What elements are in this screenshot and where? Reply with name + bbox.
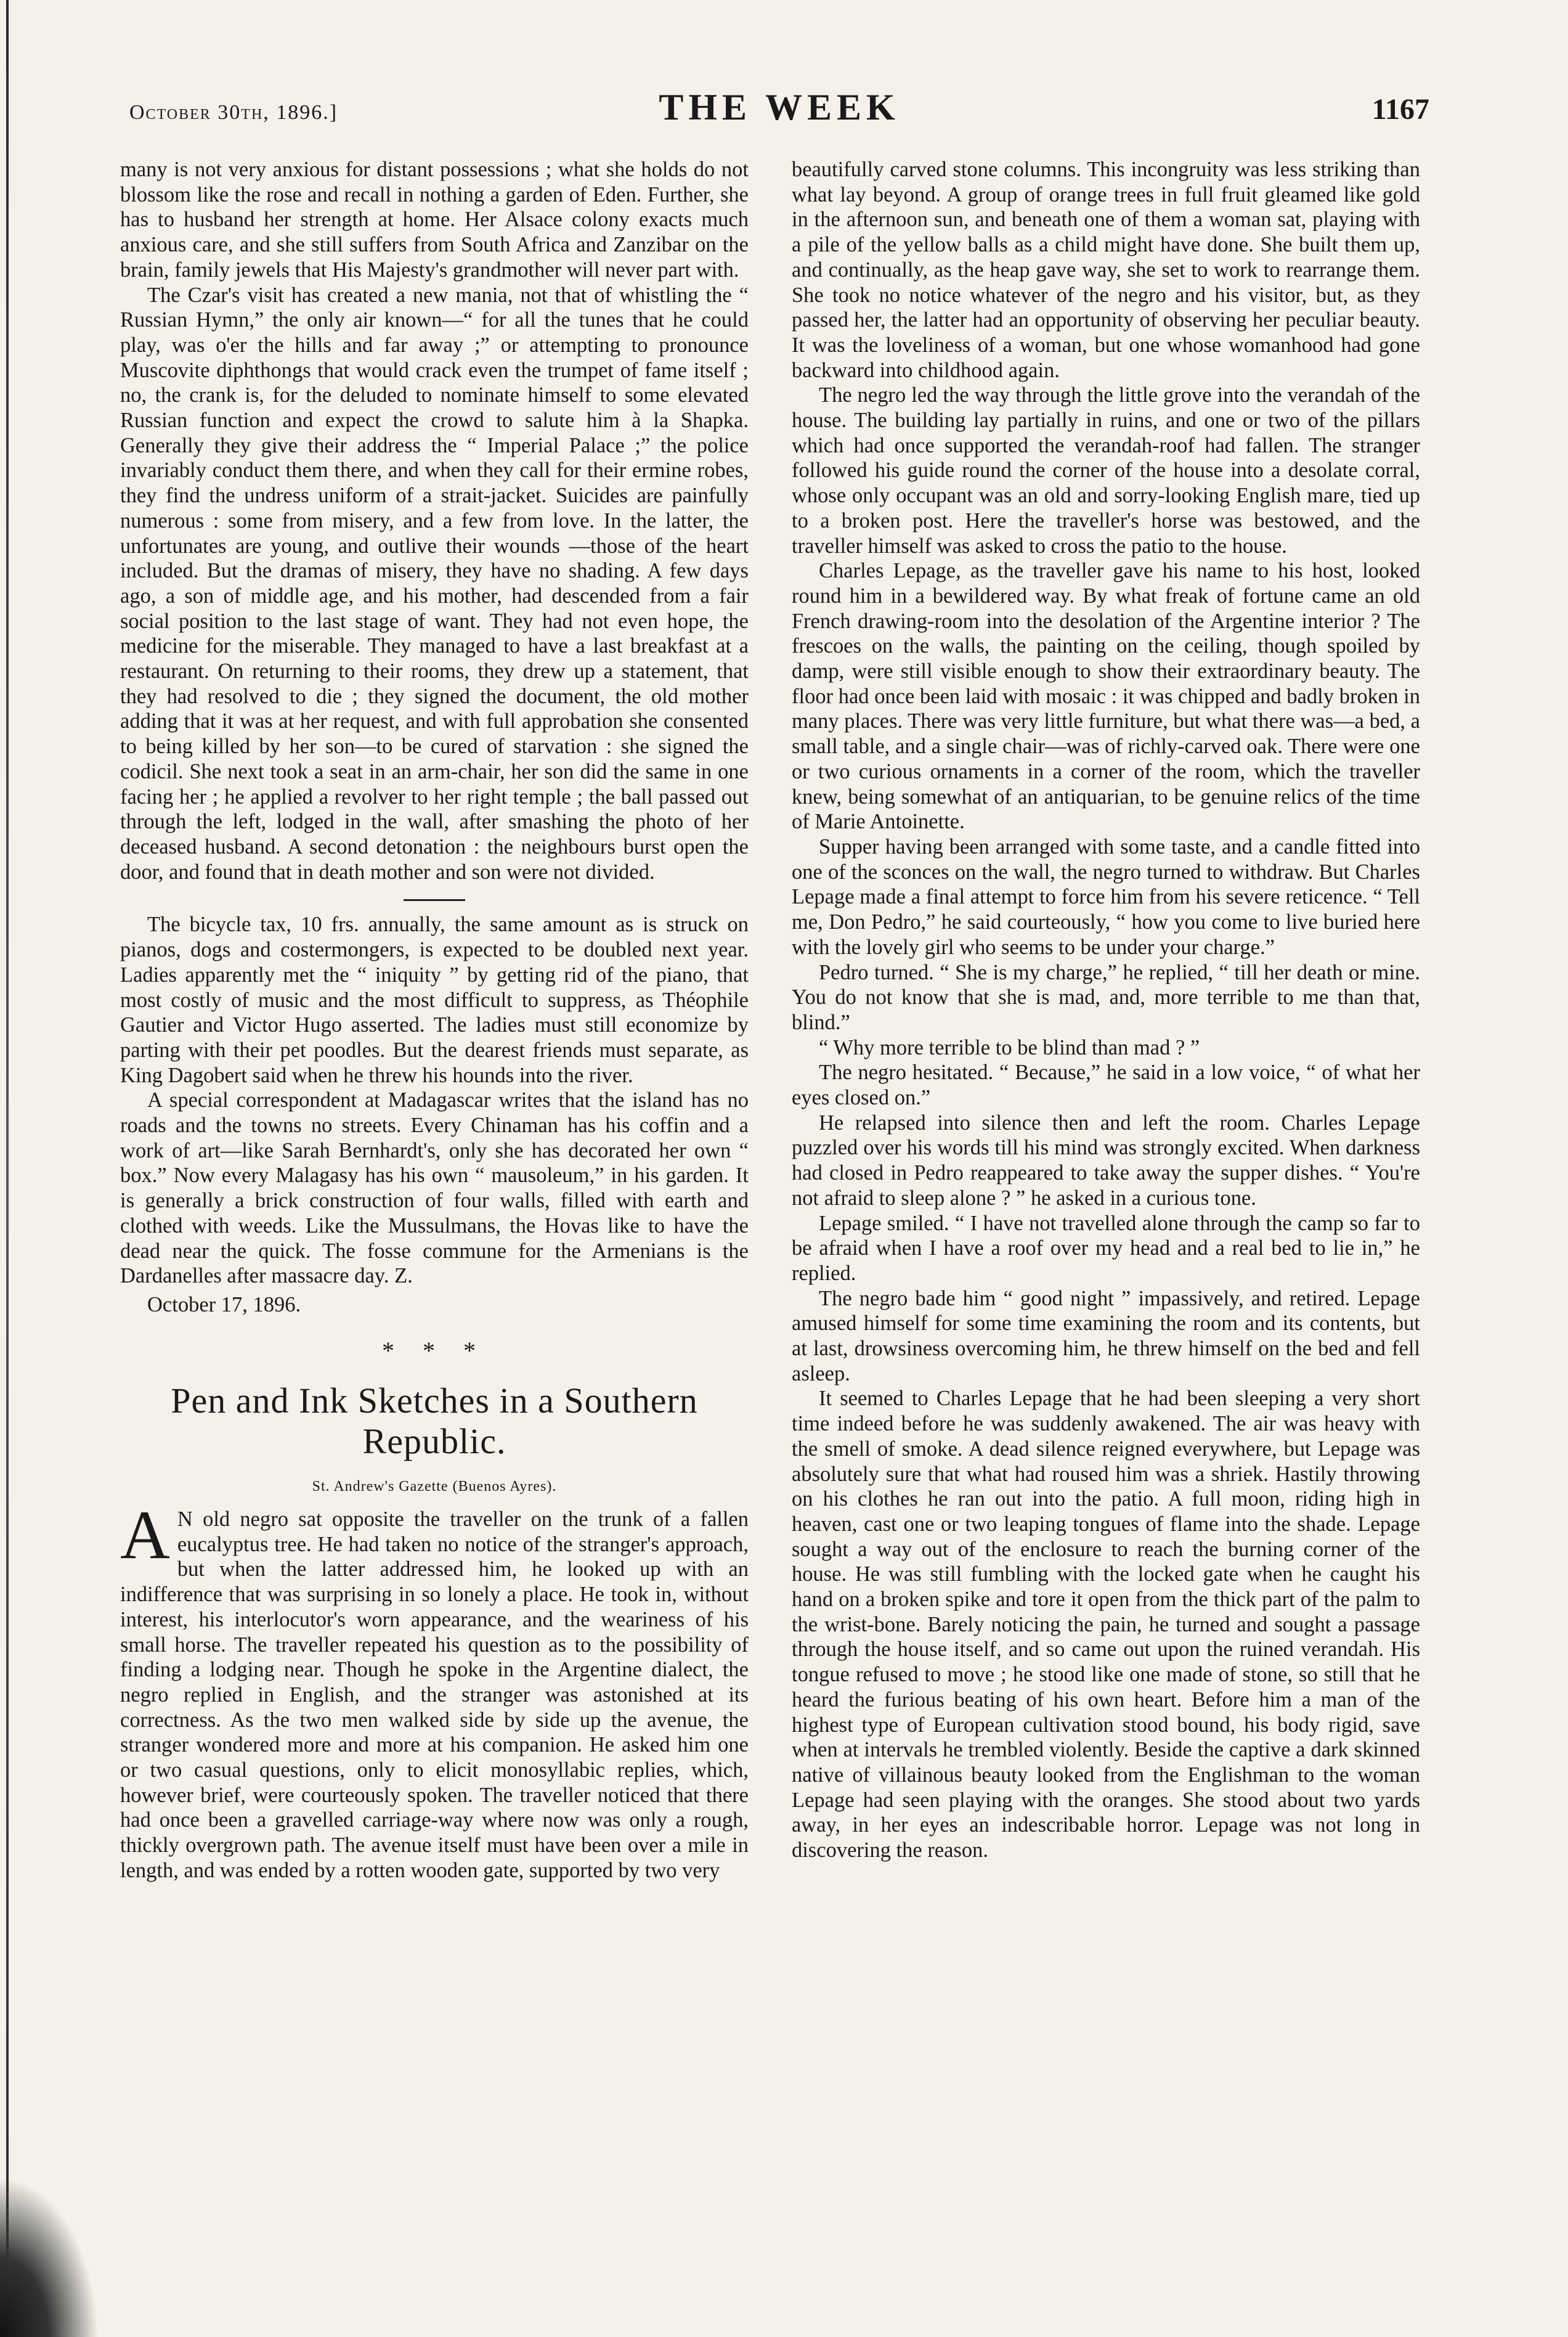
paragraph: The negro led the way through the little grove into the verandah of the house. The building lay partially in ruins, and one or two of the pillars which had once supported the verandah-roof had fallen. The stranger followed his guide round the corner of the house into a desolate corral, whose only occupant was an old and sorry-looking English mare, tied up to a broken post. Here the traveller's horse was bestowed, and the traveller himself was asked to cross the patio to the house. <box>792 383 1420 558</box>
paragraph: He relapsed into silence then and left the room. Charles Lepage puzzled over his words till his mind was strongly excited. When darkness had closed in Pedro reappeared to take away the supper dishes. “ You're not afraid to sleep alone ? ” he asked in a curious tone. <box>792 1111 1420 1210</box>
page-corner-shadow <box>0 2177 99 2337</box>
right-column <box>792 157 1420 1863</box>
paragraph: Pedro turned. “ She is my charge,” he replied, “ till her death or mine. You do not know that she is mad, and, more terrible to me than that, blind.” <box>792 960 1420 1034</box>
paragraph-text: old negro sat opposite the traveller on the trunk of a fallen eucalyptus tree. He had taken no notice of the stranger's approach, but when the latter addressed him, he looked up with an indifference that was surprising in so lonely a place. He took in, without interest, his interlocutor's worn appearance, and the weariness of his small horse. The traveller repeated his question as to the possibility of finding a lodging near. Though he spoke in the Argentine dialect, the negro replied in English, and the stranger was astonished at its correctness. As the two men walked side by side up the avenue, the stranger wondered more and more at his companion. He asked him one or two casual questions, only to elicit monosyllabic replies, which, however brief, were courteously spoken. The traveller noticed that there had once been a gravelled carriage-way where now was only a rough, thickly overgrown path. The avenue itself must have been over a mile in length, and was ended by a rotten wooden gate, supported by two very <box>120 1507 749 1882</box>
paragraph: The Czar's visit has created a new mania, not that of whistling the “ Russian Hymn,” the only air known—“ for all the tunes that he could play, was o'er the hills and far away ;” or attempting to pronounce Muscovite diphthongs that would crack even the trumpet of fame itself ; no, the crank is, for the deluded to nominate himself to some elevated Russian function and expect the crowd to salute him à la Shapka. Generally they give their address the “ Imperial Palace ;” the police invariably conduct them there, and when they call for their ermine robes, they find the undress uniform of a strait-jacket. Suicides are painfully numerous : some from misery, and a few from love. In the latter, the unfortunates are young, and outlive their wounds —those of the heart included. But the dramas of misery, they have no shading. A few days ago, a son of middle age, and his mother, had descended from a fair social position to the last stage of want. They had not even hope, the medicine for the miserable. They managed to have a last breakfast at a restaurant. On returning to their rooms, they drew up a statement, that they had resolved to die ; they signed the document, the old mother adding that it was at her request, and with full approbation she consented to being killed by her son—to be cured of starvation : she signed the codicil. She next took a seat in an arm-chair, her son did the same in one facing her ; he applied a revolver to her right temple ; the ball passed out through the left, lodged in the wall, after smashing the photo of her deceased husband. A second detonation : the neighbours burst open the door, and found that in death mother and son were not divided. <box>120 283 749 884</box>
paragraph: The negro bade him “ good night ” impassively, and retired. Lepage amused himself for some time examining the room and its contents, but at last, drowsiness overcoming him, he threw himself on the bed and fell asleep. <box>792 1286 1420 1385</box>
section-divider <box>404 899 465 901</box>
paragraph: Charles Lepage, as the traveller gave his name to his host, looked round him in a bewildered way. By what freak of fortune came an old French drawing-room into the desolation of the Argentine interior ? The frescoes on the walls, the painting on the ceiling, though spoiled by damp, were still visible enough to show their extraordinary beauty. The floor had once been laid with mosaic : it was chipped and badly broken in many places. There was very little furniture, but what there was—a bed, a small table, and a single chair—was of richly-carved oak. There were one or two curious ornaments in a corner of the room, which the traveller knew, being somewhat of an antiquarian, to be genuine relics of the time of Marie Antoinette. <box>792 559 1420 834</box>
page-number: 1167 <box>1371 93 1429 126</box>
page-binding-edge <box>6 0 9 2337</box>
masthead <box>129 86 1429 136</box>
paragraph: Supper having been arranged with some taste, and a candle fitted into one of the sconces on the wall, the negro turned to withdraw. But Charles Lepage made a final attempt to force him from his severe reticence. “ Tell me, Don Pedro,” he said courteously, “ how you come to live buried here with the lovely girl who seems to be under your charge.” <box>792 834 1420 959</box>
paragraph: A special correspondent at Madagascar writes that the island has no roads and the towns no streets. Every Chinaman has his coffin and a work of art—like Sarah Bernhardt's, only she has decorated her own “ box.” Now every Malagasy has his own “ mausoleum,” in his garden. It is generally a brick construction of four walls, filled with earth and clothed with weeds. Like the Mussulmans, the Hovas like to have the dead near the quick. The fosse commune for the Armenians is the Dardanelles after massacre day. Z. <box>120 1088 749 1288</box>
section-ornament: * * * <box>382 1336 487 1364</box>
paragraph: beautifully carved stone columns. This incongruity was less striking than what lay beyond. A group of orange trees in full fruit gleamed like gold in the afternoon sun, and beneath one of them a woman sat, playing with a pile of the yellow balls as a child might have done. She built them up, and continually, as the heap gave way, she set to work to rearrange them. She took no notice whatever of the negro and his visitor, but, as they passed her, the latter had an opportunity of observing her peculiar beauty. It was the loveliness of a woman, but one whose womanhood had gone backward into childhood again. <box>792 158 1420 382</box>
article-title: Pen and Ink Sketches in a Southern Republic. <box>171 1381 698 1462</box>
paragraph: It seemed to Charles Lepage that he had been sleeping a very short time indeed before he was suddenly awakened. The air was heavy with the smell of smoke. A dead silence reigned everywhere, but Lepage was absolutely sure that what had roused him was a shriek. Hastily throwing on his clothes he ran out into the patio. A full moon, riding high in heaven, cast one or two leaping tongues of flame into the shade. Lepage sought a way out of the enclosure to reach the burning corner of the house. He was still fumbling with the locked gate when he caught his hand on a broken spike and tore it open from the thick part of the palm to the wrist-bone. Barely noticing the pain, he turned and sought a passage through the house itself, and so came out upon the ruined verandah. His tongue refused to move ; he stood like one made of stone, so still that he heard the furious beating of his own heart. Before him a man of the highest type of European cultivation stood bound, his body rigid, save when at intervals he trembled violently. Beside the captive a dark skinned native of villainous beauty looked from the Englishman to the woman Lepage had seen playing with the oranges. She stood about two yards away, in her eyes an indescribable horror. Lepage was not long in discovering the reason. <box>792 1387 1420 1862</box>
paragraph: The bicycle tax, 10 frs. annually, the same amount as is struck on pianos, dogs and costermongers, is expected to be doubled next year. Ladies apparently met the “ iniquity ” by getting rid of the piano, that most costly of music and the most difficult to suppress, as Théophile Gautier and Victor Hugo asserted. The ladies must still economize by parting with their pet poodles. But the dearest friends must separate, as King Dagobert said when he threw his hounds into the river. <box>120 913 749 1087</box>
article-source: St. Andrew's Gazette (Buenos Ayres). <box>312 1478 557 1495</box>
drop-cap: A <box>120 1497 170 1574</box>
article-first-paragraph <box>120 1497 749 1883</box>
issue-date: October 30th, 1896.] <box>129 101 338 124</box>
paragraph: many is not very anxious for distant possessions ; what she holds do not blossom like the rose and recall in nothing a garden of Eden. Further, she has to husband her strength at home. Her Alsace colony exacts much anxious care, and she still suffers from South Africa and Zanzibar on the brain, family jewels that His Majesty's grandmother will never part with. <box>120 158 749 282</box>
publication-title: THE WEEK <box>659 87 900 128</box>
left-column <box>120 157 749 1883</box>
paragraph: “ Why more terrible to be blind than mad ? ” <box>819 1035 1200 1059</box>
paragraph: The negro hesitated. “ Because,” he said in a low voice, “ of what her eyes closed on.” <box>792 1061 1420 1110</box>
dateline: October 17, 1896. <box>147 1292 301 1316</box>
first-word: N <box>177 1507 193 1531</box>
paragraph: Lepage smiled. “ I have not travelled alone through the camp so far to be afraid when I have a roof over my head and a real bed to lie in,” he replied. <box>792 1211 1420 1285</box>
